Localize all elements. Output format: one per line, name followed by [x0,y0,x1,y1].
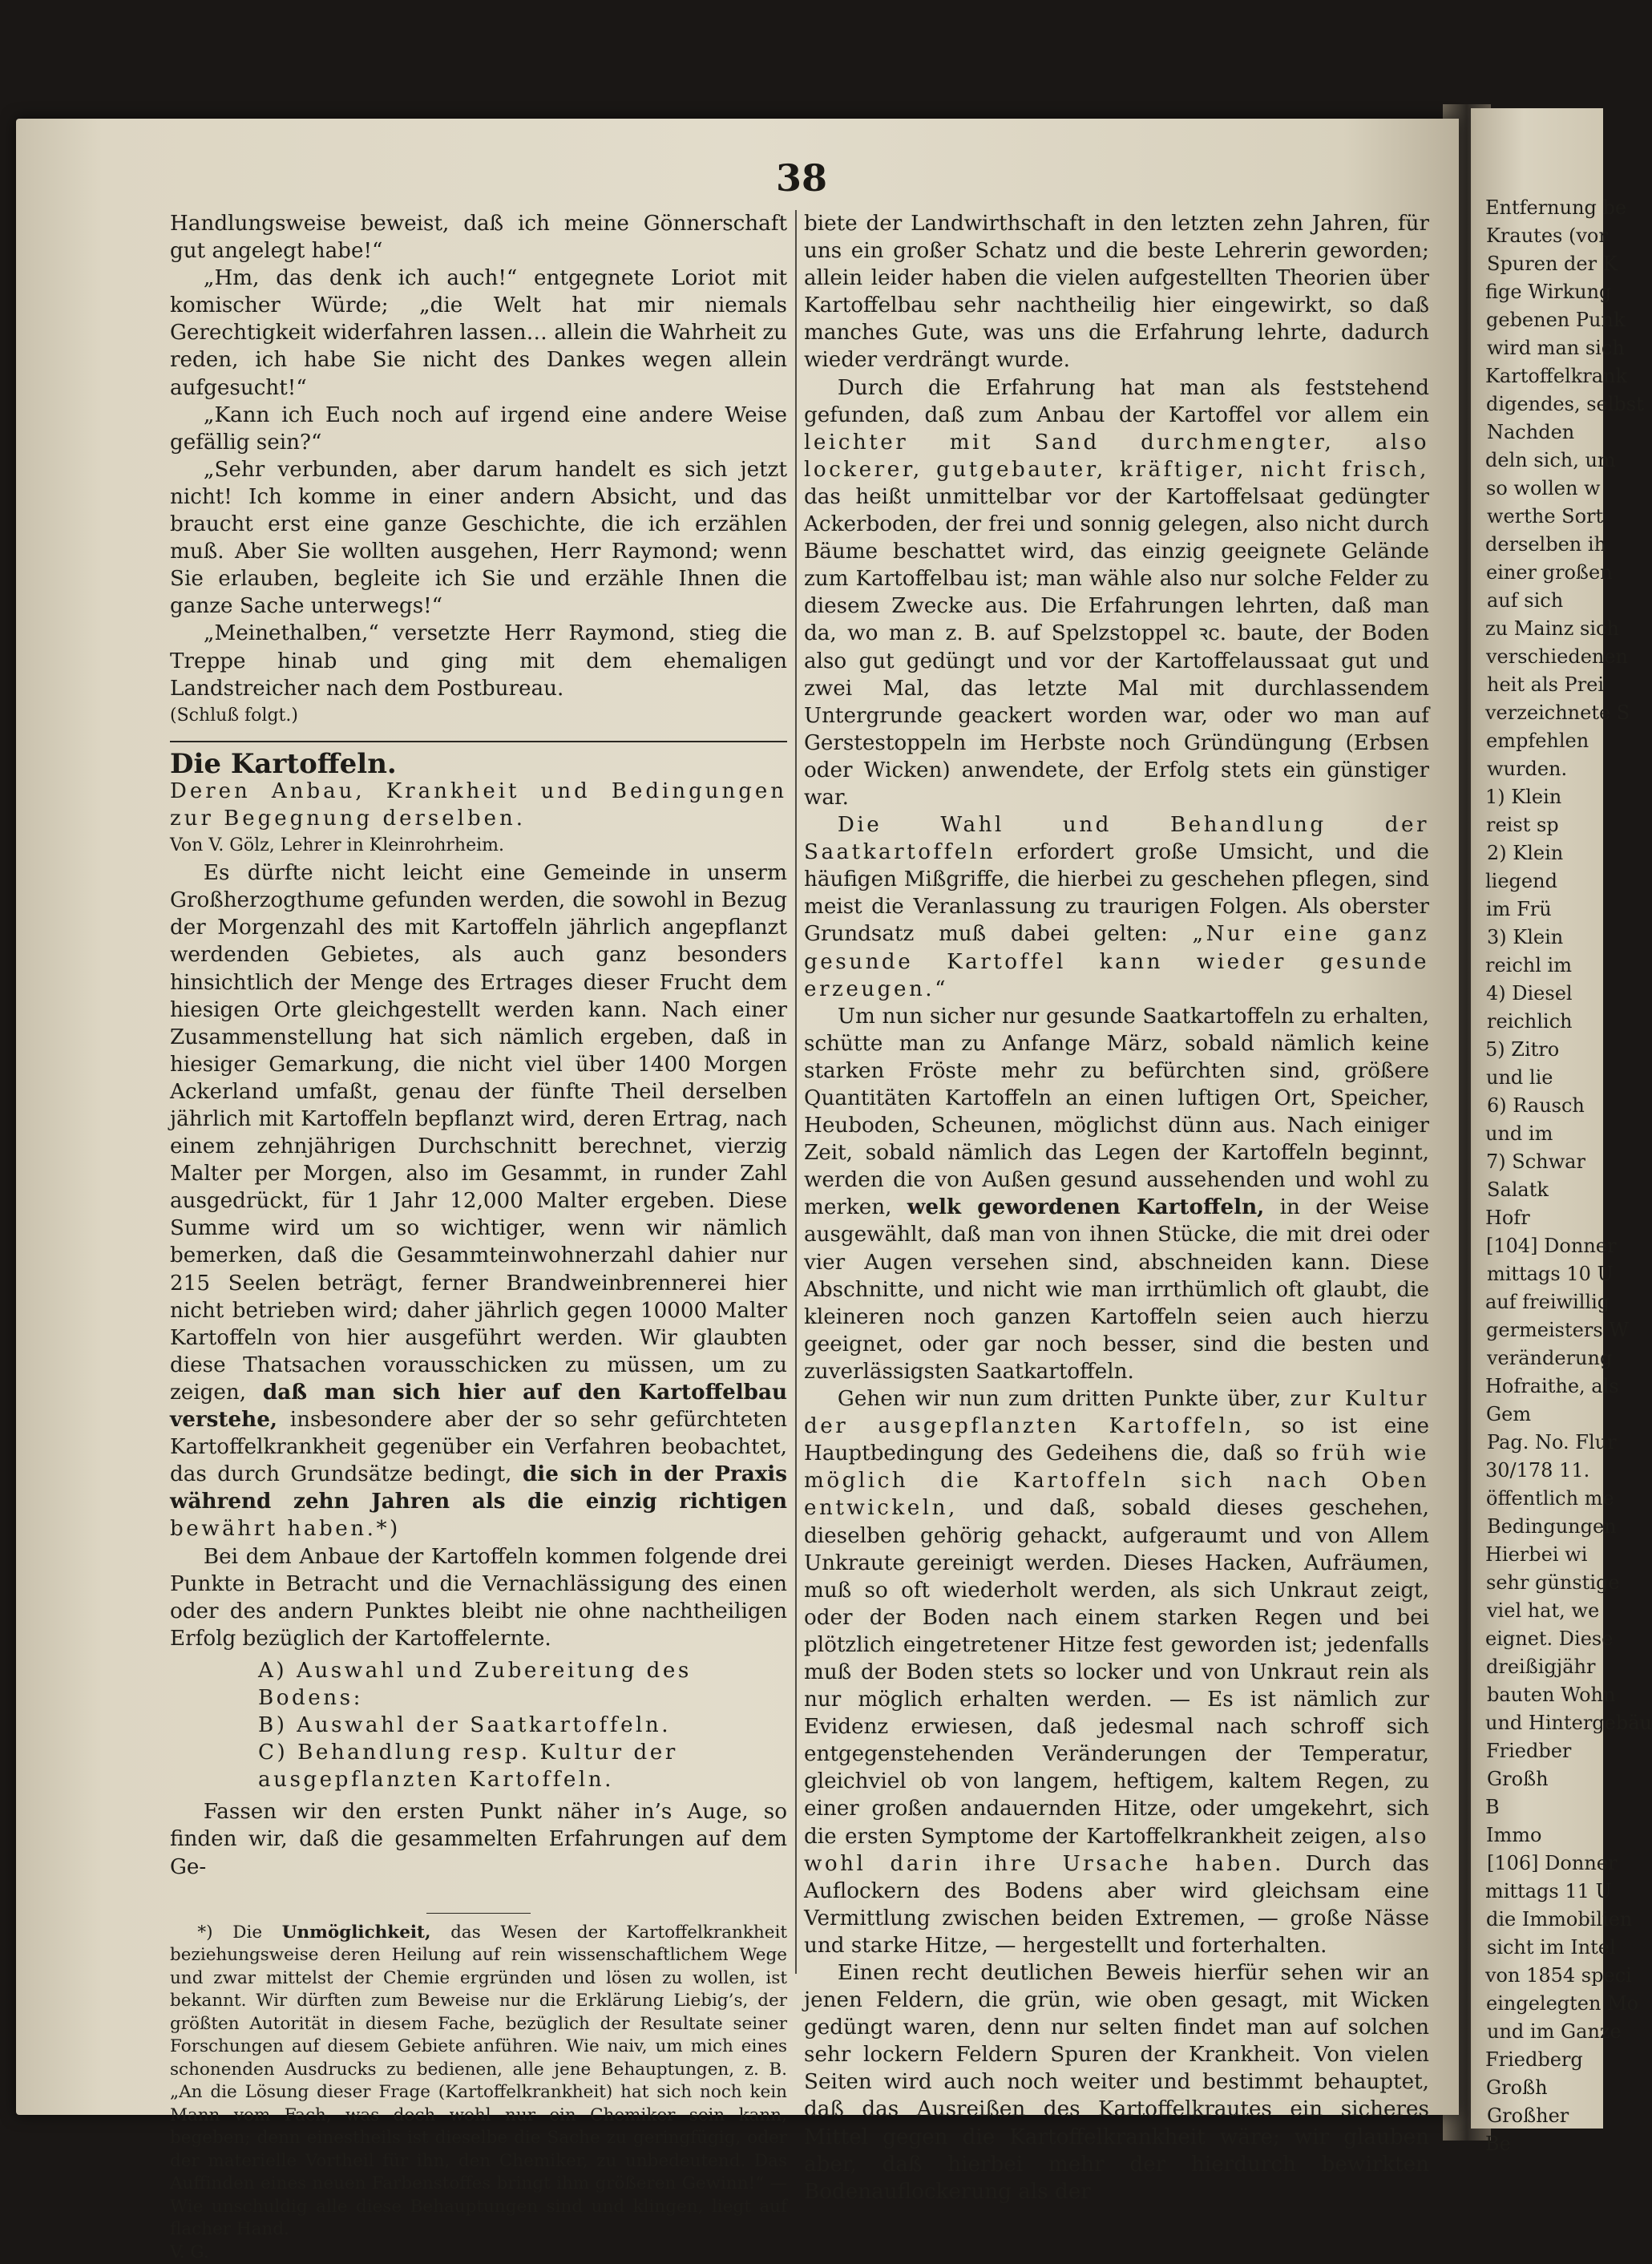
facing-page-fragment: liegend [1485,870,1557,892]
paragraph: Es dürfte nicht leicht eine Gemeinde in unserm Großherzogthume gefunden werden, die sowohl in Bezug der Morgenzahl des mit Kartoffeln jährlich angepflanzt werdenden Gebietes, als auch ganz besonders hinsichtlich der Menge des Ertrages dieser Frucht dem hiesigen Orte gleichgestellt werden kann. Nach einer Zusammenstellung hat sich nämlich ergeben, daß in hiesiger Gemarkung, die nicht viel über 1400 Morgen Ackerland umfaßt, genau der fünfte Theil derselben jährlich mit Kartoffeln bepflanzt wird, deren Ertrag, nach einem zehnjährigen Durchschnitt berechnet, vierzig Malter per Morgen, also im Gesammt, in runder Zahl ausgedrückt, für 1 Jahr 12,000 Malter ergeben. Diese Summe wird um so wichtiger, wenn wir nämlich bemerken, daß die Gesammteinwohnerzahl dahier nur 215 Seelen beträgt, ferner Brandweinbrennerei hier nicht betrieben wird; daher jährlich gegen 10000 Malter Kartoffeln von hier ausgeführt werden. Wir glaubten diese Thatsachen vorausschicken zu müssen, um zu zeigen, daß man sich hier auf den Kartoffelbau verstehe, insbesondere aber der so sehr gefürchteten Kartoffelkrankheit gegenüber ein Verfahren beobachtet, das durch Grundsätze bedingt, die sich in der Praxis während zehn Jahren als die einzig richtigen bewährt haben.*) [170,861,788,1542]
paragraph: Einen recht deutlichen Beweis hierfür sehen wir an jenen Feldern, die grün, wie oben gesagt, mit Wicken gedüngt waren, denn nur selten findet man auf solchen sehr lockern Feldern Spuren der Krankheit. Von vielen Seiten wird auch noch weiter und bestimmt behauptet, daß das Ausreißen des Kartoffelkrautes ein sicheres Mittel gegen die Kartoffelkrankheit wäre; wir glauben aber, daß hierbei mehr der hierdurch bewirkten Bodenauflockerung als der [804,1961,1429,2204]
facing-page-fragment: 6) Rausch [1487,1094,1585,1117]
facing-page-fragment: deln sich, um [1485,449,1616,471]
facing-page-fragment: reist sp [1486,814,1559,836]
facing-page-fragment: die Immobilien [1486,1908,1633,1930]
facing-page-fragment: eingelegten Mo [1486,1992,1639,2015]
footnote-signature: V. G. [170,2242,209,2262]
facing-page-fragment: Nachden [1487,421,1575,443]
page-number: 38 [775,156,827,200]
facing-page-fragment: Großh [1487,1768,1549,1790]
paragraph: Fassen wir den ersten Punkt näher in’s Auge, so finden wir, daß die gesammelten Erfahrungen auf dem Ge- [170,1800,787,1879]
left-column [170,210,787,2264]
facing-page-fragment: eignet. Diese [1485,1627,1614,1650]
facing-page-fragment: 4) Diesel [1486,982,1573,1005]
facing-page-fragment: Hofraithe, als [1485,1375,1619,1397]
facing-page-fragment: werthe Sort [1487,505,1604,528]
facing-page-fragment: Hofr [1485,1207,1530,1229]
facing-page-fragment: Friedberg [1485,2048,1583,2071]
story-line: „Kann ich Euch noch auf irgend eine andere Weise gefällig sein?“ [170,402,787,455]
facing-page-fragment: sicht im Intel [1487,1936,1616,1959]
facing-page-fragment: Immo [1486,1824,1542,1846]
article-title: Die Kartoffeln. [170,747,397,780]
facing-page-fragment: auf freiwillig [1485,1291,1610,1313]
facing-page-fragment: Entfernung be [1485,196,1627,219]
facing-page-fragment: 2) Klein [1487,842,1564,864]
facing-page-fragment: Salatk [1487,1178,1549,1201]
facing-page-fragment: digendes, selbst [1486,393,1644,415]
facing-page-fragment: mittags 10 U [1487,1263,1614,1285]
facing-page-fragment: heit als Prei [1487,673,1605,696]
facing-page-fragment: verschiedenen [1486,645,1629,668]
paragraph: Durch die Erfahrung hat man als feststehend gefunden, daß zum Anbau der Kartoffel vor allem ein leichter mit Sand durchmengter, also lockerer, gutgebauter, kräftiger, nicht frisch, das heißt unmittelbar vor der Kartoffelsaat gedüngter Ackerboden, der frei und sonnig gelegen, also nicht durch Bäume beschattet wird, das einzig geeignete Gelände zum Kartoffelbau ist; man wähle also nur solche Felder zu diesem Zwecke aus. Die Erfahrungen lehrten, daß man da, wo man z. B. auf Spelzstoppel ꝛc. baute, der Boden also gut gedüngt und vor der Kartoffelaussaat gut und zwei Mal, das letzte Mal mit durchlassendem Untergrunde geackert worden war, oder wo man auf Gerstestoppeln im Herbste noch Gründüngung (Erbsen oder Wicken) anwendete, der Erfolg stets ein günstiger war. [804,375,1430,810]
facing-page-fragment: germeisters W [1486,1319,1629,1341]
story-line: „Sehr verbunden, aber darum handelt es sich jetzt nicht! Ich komme in einer andern Absicht, und das braucht erst eine ganze Geschichte, die ich erzählen muß. Aber Sie wollten ausgehen, Herr Raymond; wenn Sie erlauben, begleite ich Sie und erzähle Ihnen die ganze Sache unterwegs!“ [170,457,787,619]
facing-page-fragment: B [1485,1796,1500,1818]
facing-page-fragment: veränderung [1487,1347,1613,1369]
paragraph: Um nun sicher nur gesunde Saatkartoffeln zu erhalten, schütte man zu Anfange März, sobald nämlich keine starken Fröste mehr zu befürchten sind, größere Quantitäten Kartoffeln an einen luftigen Ort, Speicher, Heuboden, Scheunen, möglichst dünn aus. Nach einiger Zeit, sobald nämlich das Legen der Kartoffeln beginnt, werden die von Außen gesund aussehenden und wohl zu merken, welk gewordenen Kartoffeln, in der Weise ausgewählt, daß man von ihnen Stücke, die mit drei oder vier Augen versehen sind, abschneiden kann. Diese Abschnitte, und nicht wie man irrthümlich oft glaubt, die kleineren noch ganzen Kartoffeln seien auch hierzu geeignet, oder gar noch besser, sind die besten und zuverlässigsten Saatkartoffeln. [804,1004,1429,1384]
facing-page-fragment: und im Ganze [1487,2020,1622,2043]
list-item: B) Auswahl der Saatkartoffeln. [258,1713,672,1738]
facing-page-fragment: [104] Donner [1486,1235,1617,1257]
paragraph: Gehen wir nun zum dritten Punkte über, zur Kultur der ausgepflanzten Kartoffeln, so ist eine Hauptbedingung des Gedeihens die, daß so früh wie möglich die Kartoffeln sich nach Oben entwickeln, und daß, sobald dieses geschehen, dieselben gehörig gehackt, aufgeraumt und von Allem Unkraute gereinigt werden. Dieses Hacken, Aufräumen, muß so oft wiederholt werden, als sich Unkraut zeigt, oder der Boden nach einem starken Regen und bei plötzlich eingetretener Hitze fest geworden ist; jedenfalls muß der Boden stets so locker und von Unkraut rein als nur möglich erhalten werden. — Es ist nämlich zur Evidenz erwiesen, daß jedesmal nach schroff sich entgegenstehenden Veränderungen der Temperatur, gleichviel ob von langem, heftigem, kaltem Regen, zu einer großen andauernden Hitze, oder umgekehrt, sich die ersten Symptome der Kartoffelkrankheit zeigen, also wohl darin ihre Ursache haben. Durch das Auflockern des Bodens aber wird gleichsam eine Vermittlung zwischen beiden Extremen, — große Nässe und starke Hitze, — hergestellt und forterhalten. [804,1387,1429,1958]
facing-page-fragment: und im [1485,1122,1553,1145]
article-author: Von V. Gölz, Lehrer in Kleinrohrheim. [170,835,505,856]
section-rule [170,741,787,742]
paragraph: Bei dem Anbaue der Kartoffeln kommen folgende drei Punkte in Betracht und die Vernachlässigung des einen oder des andern Punktes bleibt nie ohne nachtheiligen Erfolg bezüglich der Kartoffelernte. [170,1544,787,1651]
list-item: A) Auswahl und Zubereitung des Bodens: [258,1658,692,1710]
facing-page-fragment: öffentlich me [1486,1487,1614,1510]
facing-page-fragment: einer großen [1486,561,1613,584]
story-line: „Hm, das denk ich auch!“ entgegnete Loriot mit komischer Würde; „die Welt hat mir niemals Gerechtigkeit widerfahren lassen… allein die Wahrheit zu reden, ich habe Sie nicht des Dankes wegen allein aufgesucht!“ [170,266,787,400]
paragraph: biete der Landwirthschaft in den letzten zehn Jahren, für uns ein großer Schatz und die beste Lehrerin geworden; allein leider haben die vielen aufgestellten Theorien über Kartoffelbau sehr nachtheilig hier eingewirkt, so daß manches Gute, was uns die Erfahrung lehrte, dadurch wieder verdrängt wurde. [804,212,1429,373]
article-subtitle: Deren Anbau, Krankheit und Bedingungen zur Begegnung derselben. [170,778,787,831]
facing-page-fragment: 5) Zitro [1485,1038,1560,1061]
story-line: „Meinethalben,“ versetzte Herr Raymond, stieg die Treppe hinab und ging mit dem ehemaligen Landstreicher nach dem Postbureau. [170,621,787,701]
facing-page-fragment: im Frü [1486,898,1552,920]
facing-page-fragment: derselben ih [1485,533,1607,556]
facing-page-fragment: Friedber [1486,1740,1572,1762]
facing-page-fragment: 7) Schwar [1486,1150,1585,1173]
facing-page-fragment: reichl im [1485,954,1572,976]
facing-page-fragment: von 1854 speci [1485,1964,1632,1987]
right-column [804,210,1429,2205]
facing-page-fragment: Spuren der K [1487,253,1618,275]
facing-page-fragment: Krautes (vor [1486,224,1608,247]
facing-page-fragment: und Hintergebäu [1485,1712,1652,1734]
facing-page-fragment: und lie [1486,1066,1553,1089]
list-item: C) Behandlung resp. Kultur der ausgepflanzten Kartoffeln. [258,1740,678,1793]
continued-note: (Schluß folgt.) [170,705,298,726]
facing-page-fragment: Pag. No. Flur [1487,1431,1617,1453]
facing-page-fragment: verzeichnete S [1485,701,1630,724]
facing-page-fragment: wurden. [1487,758,1568,780]
facing-page-fragment: viel hat, we [1487,1599,1600,1622]
facing-page-fragment: Be [1485,2133,1511,2155]
facing-page-fragment: zu Mainz sich [1485,617,1619,640]
facing-page-fragment: gebenen Punk [1486,309,1626,331]
facing-page-fragment: bauten Wohn [1487,1684,1616,1706]
facing-page-fragment: 3) Klein [1487,926,1564,948]
footnote: *) Die Unmöglichkeit, das Wesen der Kartoffelkrankheit beziehungsweise deren Heilung auf rein wissenschaftlichem Wege und zwar mittelst der Chemie ergründen und lösen zu wollen, ist bekannt. Wir dürften zum Beweise nur die Erklärung Liebig’s, der größten Autorität in diesem Fache, bezüglich der Resultate seiner Forschungen auf diesem Gebiete anführen. Wie naiv, um mich eines schonenden Ausdrucks zu bedienen, alle jene Behauptungen, z. B. „An die Lösung dieser Frage (Kartoffelkrankheit) hat sich noch kein Mann vom Fach, was doch wohl nur ein Chemiker sein kann, begeben; denn einestheils ist dieselbe die Sache zu geringfügig, oder der materielle Vortheil für ihn, den Chemiker, zu unbedeutend. Das Auffinden eines neuen Farbenstoffes bringt ihm größeren Gewinn!“ — Wie unschuldig alle diese Behauptungen sind und klingen, liegt auf flacher Hand. [170,1922,787,2240]
facing-page-fragment: Hierbei wi [1485,1543,1588,1566]
footnote-rule [426,1913,531,1914]
story-line: Handlungsweise beweist, daß ich meine Gönnerschaft gut angelegt habe!“ [170,212,787,264]
point-list [258,1657,787,1793]
facing-page-fragment: [106] Donner [1487,1852,1618,1874]
facing-page-fragment: dreißigjähr [1486,1656,1596,1678]
facing-page-fragment: 30/178 11. [1485,1459,1590,1482]
facing-page-fragment: Kartoffelkrank [1485,365,1628,387]
facing-page-fragment: auf sich [1487,589,1564,612]
facing-page-fragment: empfehlen [1486,730,1589,752]
column-divider [795,210,797,1974]
facing-page-fragment: sehr günstige [1486,1571,1620,1594]
facing-page-fragment: Großher [1487,2104,1569,2127]
facing-page-fragment: so wollen w [1486,477,1601,499]
facing-page-fragment: 1) Klein [1485,786,1562,808]
facing-page-fragment: fige Wirkung [1485,281,1612,303]
facing-page-fragment: mittags 11 U [1485,1880,1612,1902]
facing-page [1471,108,1652,2155]
facing-page-fragment: Großh [1486,2076,1548,2099]
facing-page-fragment: Gem [1486,1403,1532,1425]
facing-page-fragment: reichlich [1487,1010,1573,1033]
facing-page-fragment: wird man sich [1487,337,1625,359]
paragraph: Die Wahl und Behandlung der Saatkartoffeln erfordert große Umsicht, und die häufigen Mißgriffe, die hierbei zu geschehen pflegen, sind meist die Veranlassung zu traurigen Folgen. Als oberster Grundsatz muß dabei gelten: „Nur eine ganz gesunde Kartoffel kann wieder gesunde erzeugen.“ [804,813,1429,1001]
facing-page-fragment: Bedingungen [1487,1515,1617,1538]
